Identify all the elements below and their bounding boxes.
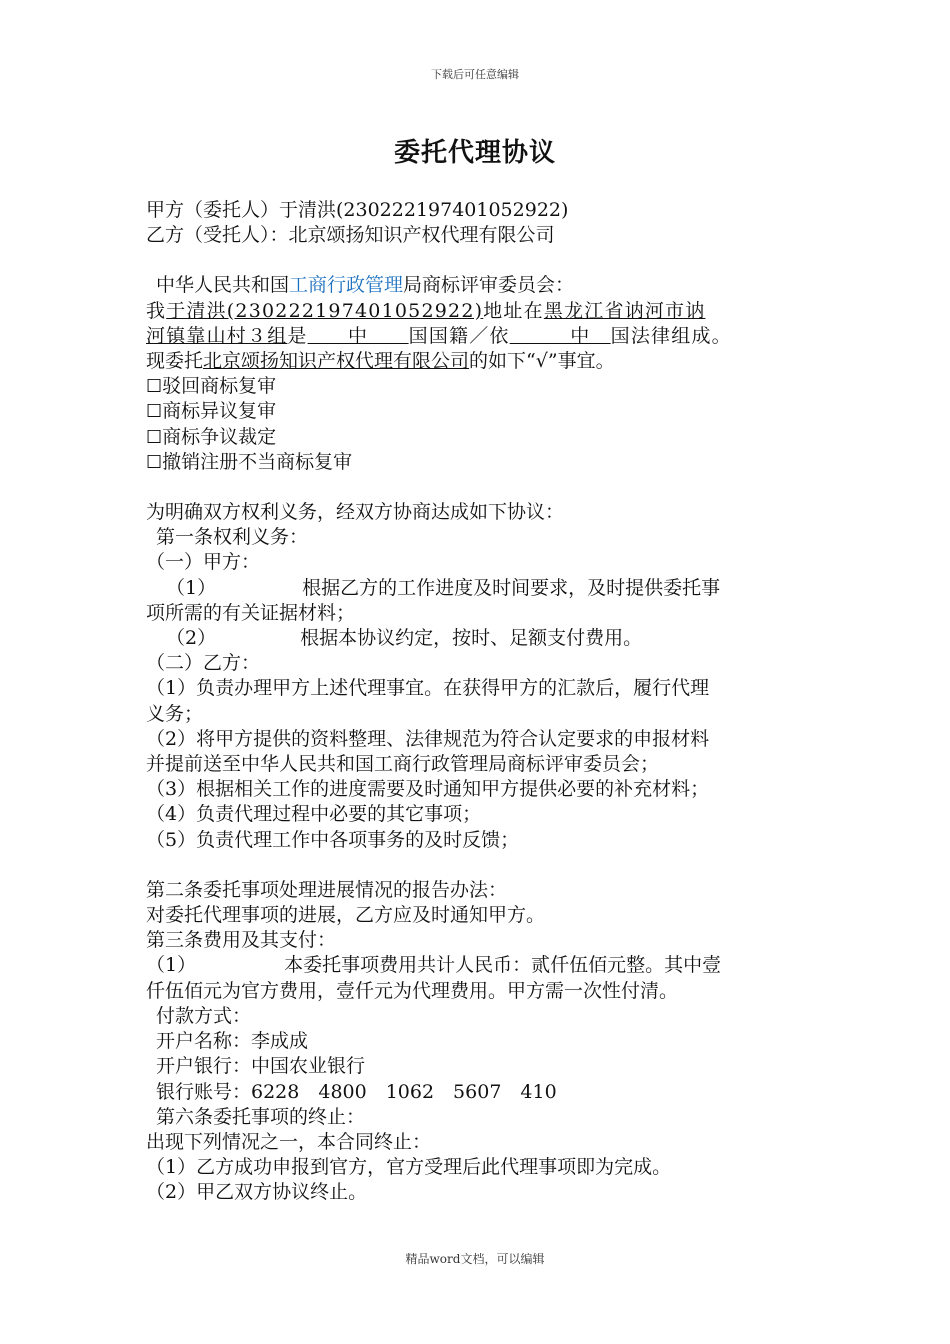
payment-method-label: 付款方式： [156,1004,252,1027]
declaration-text: 国国籍／依 [408,324,510,347]
declaration-text: 国法律组成。 [610,324,732,347]
article-2-title: 第二条委托事项处理进展情况的报告办法： [146,878,508,901]
party-b-duty-line: （3）根据相关工作的进度需要及时通知甲方提供必要的补充材料； [146,778,710,801]
party-b-duty-line: （1）负责办理甲方上述代理事宜。在获得甲方的汇款后，履行代理 [146,677,710,700]
option-label: 商标争议裁定 [162,425,277,448]
option-label: 撤销注册不当商标复审 [162,450,353,473]
declaration-line-3 [146,349,826,374]
fee-line-1 [146,953,826,978]
law-blank: 中 [509,324,611,347]
declaration-text: 是 [287,324,308,347]
address-part-2: 河镇靠山村３组 [146,324,288,347]
document-title: 委托代理协议 [393,138,556,168]
party-a-duty-1 [146,576,826,601]
item-text: 根据本协议约定，按时、足额支付费用。 [300,627,643,650]
item-number: （1） [146,954,197,977]
declaration-text: 我 [146,299,167,322]
spacer [146,853,826,878]
item-number: （2） [166,627,217,650]
option-label: 驳回商标复审 [162,375,277,398]
party-b-duty-line: 并提前送至中华人民共和国工商行政管理局商标评审委员会； [146,753,660,776]
item-text: 根据乙方的工作进度及时间要求，及时提供委托事 [302,576,721,599]
option-item [146,399,826,424]
option-item [146,374,826,399]
article-2-text: 对委托代理事项的进展，乙方应及时通知甲方。 [146,904,546,927]
party-a-duty-2 [146,626,826,651]
option-label: 商标异议复审 [162,400,277,423]
party-a: 甲方（委托人）于清洪(230222197401052922) [146,199,569,221]
article-6-intro: 出现下列情况之一，本合同终止： [146,1130,432,1153]
agent-name: 北京颂扬知识产权代理有限公司 [203,350,470,373]
account-name: 开户名称：李成成 [156,1030,309,1053]
checkbox-icon[interactable]: ☐ [146,376,163,398]
termination-item: （1）乙方成功申报到官方，官方受理后此代理事项即为完成。 [146,1156,672,1179]
addressee-link[interactable]: 工商行政管理 [289,274,404,297]
agreement-intro: 为明确双方权利义务，经双方协商达成如下协议： [146,501,565,524]
declaration-text: 的如下“√”事宜。 [469,350,615,373]
addressee-suffix: 局商标评审委员会： [403,274,575,297]
party-b: 乙方（受托人）：北京颂扬知识产权代理有限公司 [146,224,555,247]
bank-name: 开户银行：中国农业银行 [156,1055,366,1078]
document-body [146,198,826,1206]
declaration-text: 地址在 [483,299,544,322]
party-b-duty-line: （2）将甲方提供的资料整理、法律规范为符合认定要求的申报材料 [146,727,710,750]
page-header-note: 下载后可任意编辑 [431,68,519,81]
article-3-title: 第三条费用及其支付： [146,929,337,952]
spacer [146,248,826,273]
principal-name: 于清洪(230222197401052922) [166,299,484,322]
option-item [146,425,826,450]
page-footer-note: 精品word文档，可以编辑 [405,1252,545,1266]
addressee-line [146,273,826,298]
party-b-duty-line: 义务； [146,702,204,725]
checkbox-icon[interactable]: ☐ [146,451,163,473]
article-6-title: 第六条委托事项的终止： [156,1105,366,1128]
party-a-duty-1-cont: 项所需的有关证据材料； [146,601,356,624]
party-a-duties-heading: （一）甲方： [146,551,261,574]
declaration-text: 现委托 [146,350,204,373]
party-b-duties-heading: （二）乙方： [146,652,261,675]
termination-item: （2）甲乙双方协议终止。 [146,1181,368,1204]
declaration-line-2 [146,324,826,349]
spacer [146,475,826,500]
party-b-duty-line: （4）负责代理过程中必要的其它事项； [146,803,482,826]
fee-line-2: 仟伍佰元为官方费用，壹仟元为代理费用。甲方需一次性付清。 [146,979,679,1002]
article-1-title: 第一条权利义务： [156,526,309,549]
addressee-prefix: 中华人民共和国 [156,274,290,297]
item-text: 本委托事项费用共计人民币：贰仟伍佰元整。其中壹 [284,954,722,977]
checkbox-icon[interactable]: ☐ [146,426,163,448]
party-b-duty-line: （5）负责代理工作中各项事务的及时反馈； [146,828,520,851]
checkbox-icon[interactable]: ☐ [146,401,163,423]
option-item [146,450,826,475]
declaration-line-1 [146,299,826,324]
item-number: （1） [166,576,217,599]
nationality-blank: 中 [307,324,409,347]
account-number: 银行账号：6228 4800 1062 5607 410 [156,1080,557,1103]
address-part-1: 黑龙江省讷河市讷 [543,299,706,322]
